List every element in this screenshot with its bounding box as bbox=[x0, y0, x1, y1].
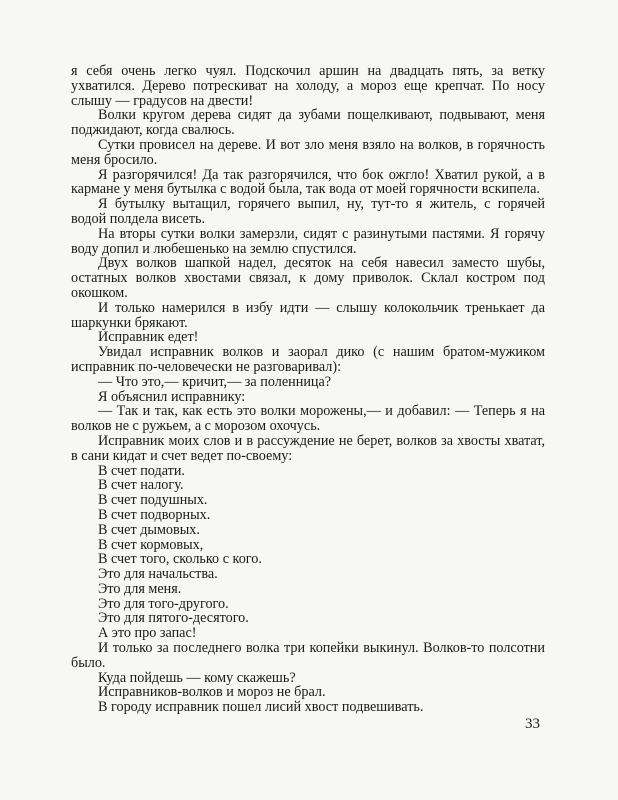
paragraph: Исправник едет! bbox=[98, 329, 199, 346]
list-line: В счет подворных. bbox=[98, 506, 211, 523]
paragraph: — Так и так, как есть это волки морожены,— и добавил: — Теперь я на волков не с ружьем, а с морозом охочусь. bbox=[71, 403, 545, 435]
list-line: В счет дымовых. bbox=[98, 521, 200, 538]
list-line: Это для меня. bbox=[98, 580, 182, 597]
list-line: В счет подати. bbox=[98, 462, 185, 479]
paragraph: Увидал исправник волков и заорал дико (с нашим братом-мужиком исправник по-человечески не разговаривал): bbox=[71, 344, 545, 375]
list-line: Это для пятого-десятого. bbox=[98, 610, 249, 627]
paragraph: И только намерился в избу идти — слышу колокольчик тренькает да шаркунки брякают. bbox=[71, 299, 545, 331]
paragraph: — Что это,— кричит,— за поленница? bbox=[98, 373, 332, 390]
paragraph: Волки кругом дерева сидят да зубами пощелкивают, подвывают, меня поджидают, когда свалюсь. bbox=[71, 107, 545, 139]
list-line: А это про запас! bbox=[98, 625, 197, 642]
list-line: В счет того, сколько с кого. bbox=[98, 551, 262, 568]
paragraph: Исправников-волков и мороз не брал. bbox=[98, 684, 326, 701]
paragraph: Исправник моих слов и в рассуждение не берет, волков за хвосты хватат, в сани кидат и счет ведет по-своему: bbox=[71, 432, 545, 464]
paragraph: Двух волков шапкой надел, десяток на себя навесил заместо шубы, остатных волков хвостами связал, к дому приволок. Склал костром под окошком. bbox=[71, 255, 545, 301]
page-number: 33 bbox=[525, 716, 540, 732]
paragraph: На вторы сутки волки замерзли, сидят с разинутыми пастями. Я горячу воду допил и любешенько на землю спустился. bbox=[71, 225, 545, 257]
paragraph: Я бутылку вытащил, горячего выпил, ну, тут-то я житель, с горячей водой полдела висеть. bbox=[71, 196, 545, 227]
paragraph: Куда пойдешь — кому скажешь? bbox=[98, 669, 296, 686]
list-line: В счет подушных. bbox=[98, 492, 208, 509]
paragraph: И только за последнего волка три копейки выкинул. Волков-то полсотни было. bbox=[71, 640, 545, 671]
paragraph: Я объяснил исправнику: bbox=[98, 388, 246, 405]
list-line: Это для начальства. bbox=[98, 566, 218, 583]
paragraph: я себя очень легко чуял. Подскочил аршин на двадцать пять, за ветку ухватился. Дерево потрескиват на холоду, а мороз еще крепчат. По носу слышу — градусов на двести! bbox=[71, 63, 545, 109]
list-line: В счет кормовых, bbox=[98, 536, 204, 553]
paragraph: Сутки провисел на дереве. И вот зло меня взяло на волков, в горячность меня бросило. bbox=[71, 136, 545, 168]
list-line: В счет налогу. bbox=[98, 477, 184, 494]
body-text bbox=[71, 64, 545, 715]
list-line: Это для того-другого. bbox=[98, 595, 229, 612]
paragraph: В городу исправник пошел лисий хвост подвешивать. bbox=[98, 699, 424, 716]
paragraph: Я разгорячился! Да так разгорячился, что бок ожгло! Хватил рукой, а в кармане у меня бутылка с водой была, так вода от моей горячности вскипела. bbox=[71, 166, 545, 198]
